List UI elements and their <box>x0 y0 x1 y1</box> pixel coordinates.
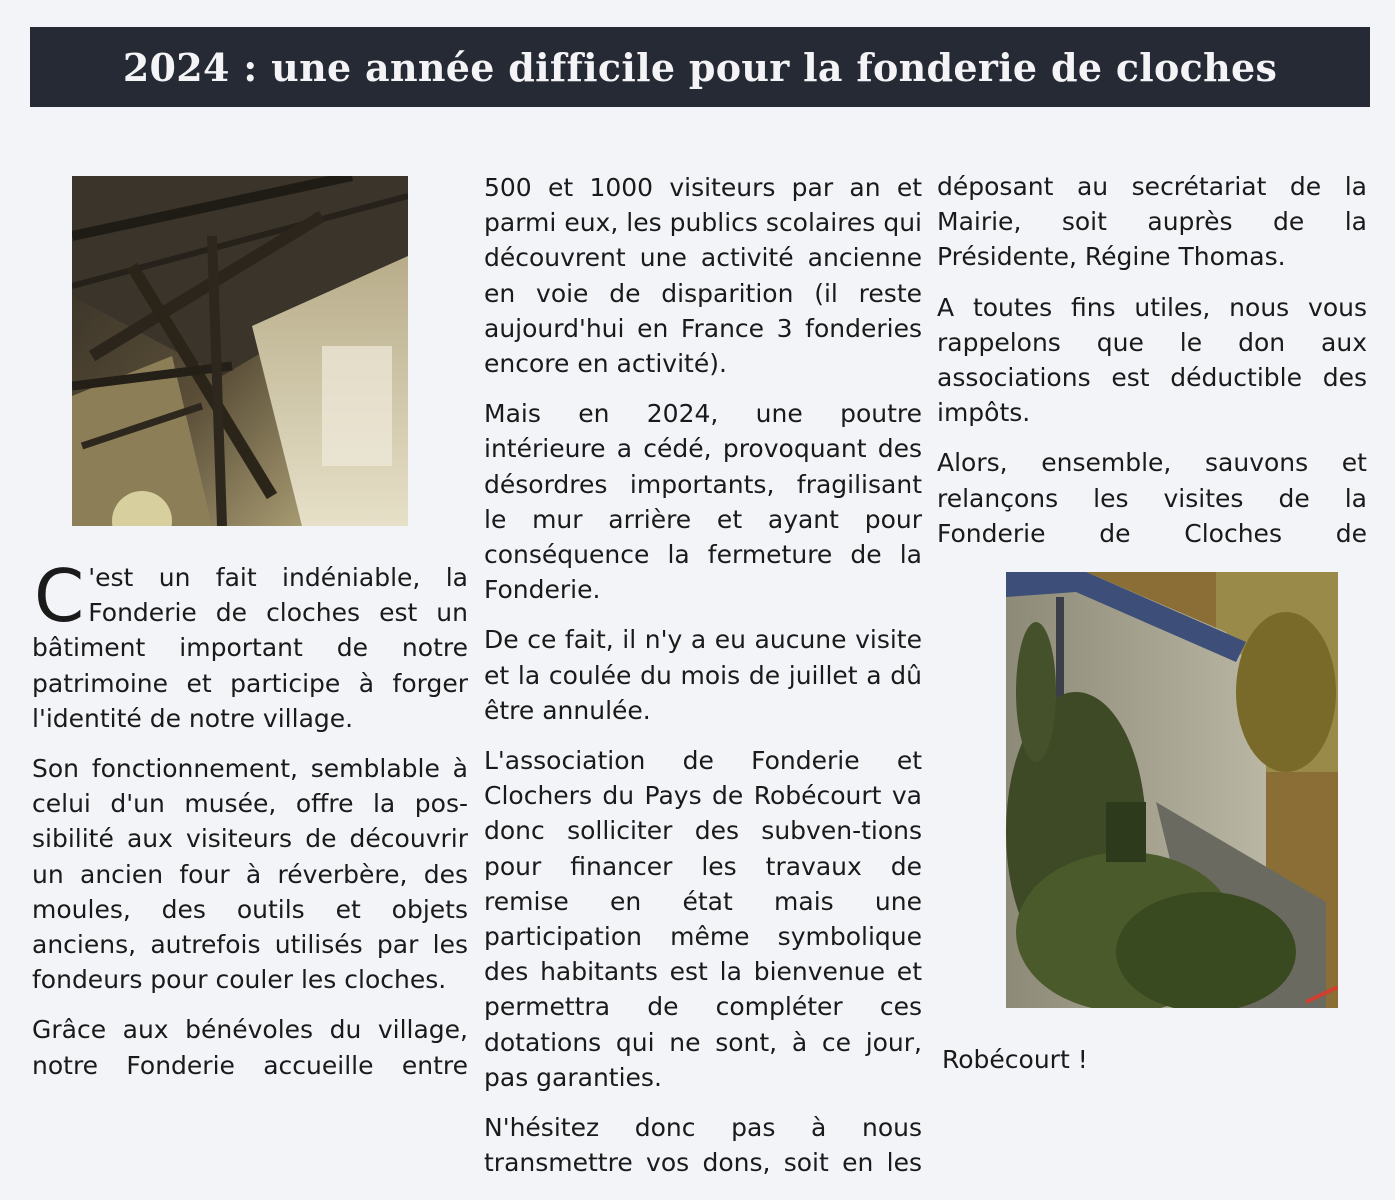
paragraph: Alors, ensemble, sauvons et relançons les visites de la Fonderie de Cloches de <box>937 448 1367 548</box>
paragraph: Son fonctionnement, semblable à celui d'un musée, offre la pos-sibilité aux visiteurs de découvrir un ancien four à réverbère, des moules, des outils et objets anciens, autrefois utilisés par les fondeurs pour couler les cloches. <box>32 754 468 995</box>
foundry-exterior-photo <box>1006 572 1338 1008</box>
foundry-interior-photo <box>72 176 408 526</box>
paragraph: 500 et 1000 visiteurs par an et parmi eux, les publics scolaires qui découvrent une activité ancienne en voie de disparition (il reste aujourd'hui en France 3 fonderies encore en activité). <box>484 173 922 379</box>
paragraph <box>32 554 468 736</box>
article-column-2 <box>484 170 922 1195</box>
article-column-3 <box>937 169 1367 566</box>
page-title: 2024 : une année difficile pour la fonderie de cloches <box>122 44 1278 90</box>
foundry-interior-image <box>72 176 408 526</box>
paragraph: L'association de Fonderie et Clochers du Pays de Robécourt va donc solliciter des subven-tions pour financer les travaux de remise en état mais une participation même symbolique des habitants est la bienvenue et permettra de compléter ces dotations qui ne sont, à ce jour, pas garanties. <box>484 746 922 1092</box>
drop-cap: C <box>34 554 85 638</box>
paragraph: De ce fait, il n'y a eu aucune visite et la coulée du mois de juillet a dû être annulée. <box>484 625 922 725</box>
paragraph: A toutes fins utiles, nous vous rappelons que le don aux associations est déductible des impôts. <box>937 292 1367 428</box>
paragraph-text: 'est un fait indéniable, la Fonderie de cloches est un bâtiment important de notre patrimoine et participe à forger l'identité de notre village. <box>32 563 468 733</box>
paragraph: Mais en 2024, une poutre intérieure a cédé, provoquant des désordres importants, fragilisant le mur arrière et ayant pour conséquence la fermeture de la Fonderie. <box>484 399 922 605</box>
closing-line: Robécourt ! <box>942 1045 1088 1074</box>
title-banner <box>30 27 1370 107</box>
article-column-1 <box>32 554 468 1098</box>
foundry-exterior-image <box>1006 572 1338 1008</box>
paragraph: N'hésitez donc pas à nous transmettre vos dons, soit en les <box>484 1113 922 1178</box>
paragraph: déposant au secrétariat de la Mairie, soit auprès de la Présidente, Régine Thomas. <box>937 172 1367 272</box>
paragraph: Grâce aux bénévoles du village, notre Fonderie accueille entre <box>32 1015 468 1080</box>
